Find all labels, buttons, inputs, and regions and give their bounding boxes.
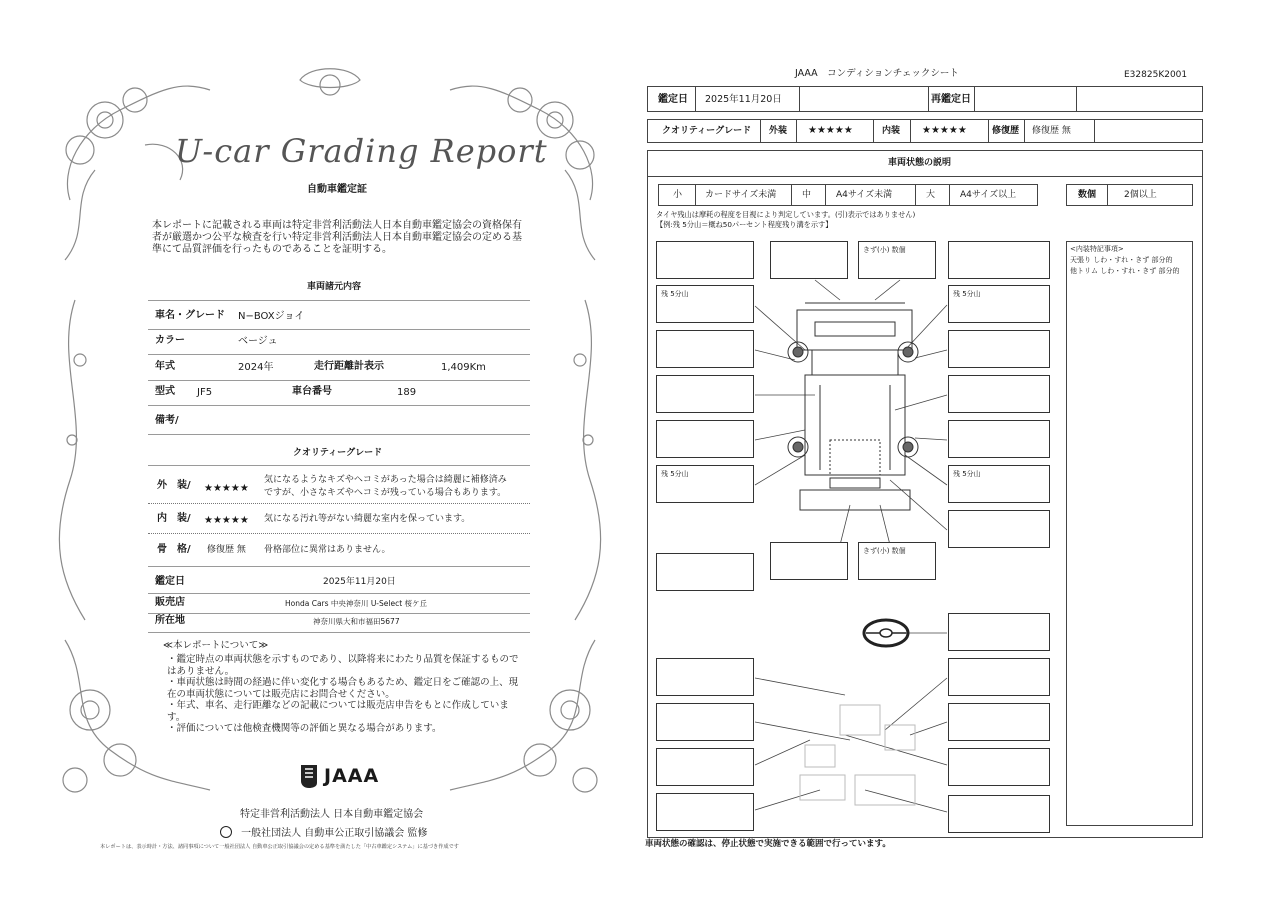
model-value: JF5: [197, 387, 213, 398]
interior-stars: ★★★★★: [204, 515, 249, 526]
top-scratch-label: きず(小) 数個: [863, 246, 906, 254]
sheet-code: E32825K2001: [1124, 70, 1188, 80]
year-value: 2024年: [238, 362, 274, 373]
interior-text: 気になる汚れ等がない綺麗な室内を保っています。: [264, 514, 471, 524]
dealer-value: Honda Cars 中央神奈川 U-Select 桜ケ丘: [285, 599, 428, 608]
repair-label: 修復歴: [992, 126, 1020, 136]
exterior-text-line2: ですが、小さなキズやヘコミが残っている場合もあります。: [264, 488, 507, 498]
tire-rl-label: 残 5分山: [661, 470, 689, 478]
tire-fl-label: 残 5分山: [661, 290, 689, 298]
diagram-box: [948, 420, 1050, 458]
org-line-2: [220, 821, 428, 839]
int-stars: ★★★★★: [922, 125, 967, 136]
diagram-box: [948, 375, 1050, 413]
diagram-box: [656, 330, 754, 368]
diagram-box-tire-fr: [948, 285, 1050, 323]
chassis-label: 車台番号: [292, 386, 332, 397]
car-name-value: N−BOXジョイ: [238, 311, 305, 322]
frame-value: 修復歴 無: [207, 545, 246, 555]
jaaa-logo-mark: [298, 763, 320, 789]
legend-small-desc: カードサイズ未満: [705, 190, 777, 200]
jaaa-logo-text: JAAA: [324, 765, 380, 787]
tire-rr-label: 残 5分山: [953, 470, 981, 478]
date-value: 2025年11月20日: [705, 94, 782, 105]
diagram-box-tire-fl: [656, 285, 754, 323]
diagram-box: [656, 553, 754, 591]
report-script-title: U-car Grading Report: [175, 132, 548, 170]
note-item: ・車両状態は時間の経過に伴い変化する場合もあるため、鑑定日をご確認の上、現在の車両状態については販売店にお問合せください。: [167, 677, 519, 700]
remarks-label: 備考/: [155, 415, 179, 426]
tire-fr-label: 残 5分山: [953, 290, 981, 298]
diagram-box-tire-rr: [948, 465, 1050, 503]
ext-label: 外装: [769, 126, 788, 136]
report-subtitle: 自動車鑑定証: [307, 184, 367, 195]
ext-stars: ★★★★★: [808, 125, 853, 136]
diagram-box-top-scratch: [858, 241, 936, 279]
date-label: 鑑定日: [658, 94, 688, 105]
appraisal-date-value: 2025年11月20日: [323, 577, 396, 587]
legend-mid: 中: [802, 190, 812, 200]
section-title: 車両状態の説明: [888, 158, 952, 168]
appraisal-date-label: 鑑定日: [155, 576, 185, 587]
address-label: 所在地: [155, 615, 185, 626]
diagram-box-tire-rl: [656, 465, 754, 503]
diagram-box: [656, 241, 754, 279]
bottom-scratch-label: きず(小) 数個: [863, 547, 906, 555]
org-line-1: 特定非営利活動法人 日本自動車鑑定協会: [240, 809, 424, 820]
count-value: 2個以上: [1124, 190, 1157, 200]
exterior-label: 外 装/: [157, 480, 191, 491]
diagram-box: [770, 241, 848, 279]
diagram-box: [948, 330, 1050, 368]
spec-heading: 車両諸元内容: [307, 282, 362, 292]
interior-note-2: 他トリム しわ・すれ・きず 部分的: [1070, 267, 1180, 275]
dealer-label: 販売店: [155, 597, 185, 608]
diagram-box: [656, 658, 754, 696]
legend-small: 小: [673, 190, 683, 200]
frame-text: 骨格部位に異常はありません。: [264, 545, 391, 555]
count-label: 数個: [1078, 190, 1097, 200]
note-item: ・年式、車名、走行距離などの記載については販売店申告をもとに作成しています。: [167, 700, 509, 723]
interior-label: 内 装/: [157, 513, 191, 524]
reappraisal-label: 再鑑定日: [931, 94, 971, 105]
note-item: ・鑑定時点の車両状態を示すものであり、以降将来にわたり品質を保証するものではありません。: [167, 654, 519, 677]
condition-check-sheet: [640, 0, 1280, 904]
jaaa-logo: [298, 763, 388, 789]
year-label: 年式: [155, 361, 175, 372]
address-value: 神奈川県大和市福田5677: [313, 617, 400, 626]
diagram-box: [656, 420, 754, 458]
legend-large-desc: A4サイズ以上: [960, 190, 1017, 200]
diagram-box: [948, 795, 1050, 833]
afta-icon: [220, 826, 232, 838]
diagram-box: [656, 375, 754, 413]
org-line-2-text: 一般社団法人 自動車公正取引協議会 監修: [241, 828, 428, 839]
diagram-box: [948, 613, 1050, 651]
color-label: カラー: [155, 335, 185, 346]
sheet-footer: 車両状態の確認は、停止状態で実施できる範囲で行っています。: [645, 839, 891, 849]
diagram-box-bottom-scratch: [858, 542, 936, 580]
floral-frame-decoration: [50, 60, 610, 860]
interior-notes-title: <内装特記事項>: [1070, 245, 1124, 253]
sheet-title: JAAA コンディションチェックシート: [795, 68, 959, 79]
certificate-intro-text: 本レポートに記載される車両は特定非営利活動法人日本自動車鑑定協会の資格保有者が厳選かつ公平な検査を行い特定非営利活動法人日本自動車鑑定協会の定める基準にて品質評価を行ったものであることを証明する。: [152, 220, 522, 255]
notes-title: ≪本レポートについて≫: [163, 640, 269, 651]
int-label: 内装: [882, 126, 901, 136]
legend-large: 大: [926, 190, 936, 200]
tire-note-2: 【例:残 5分山＝概ね50パーセント程度残り溝を示す】: [656, 220, 833, 229]
tire-note-1: タイヤ残山は摩耗の程度を目視により判定しています。(引)表示ではありません): [656, 210, 916, 219]
mileage-value: 1,409Km: [441, 362, 486, 373]
note-item: ・評価については他検査機関等の評価と異なる場合があります。: [167, 723, 442, 734]
chassis-value: 189: [397, 387, 417, 398]
exterior-text-line1: 気になるようなキズやヘコミがあった場合は綺麗に補修済み: [264, 475, 507, 485]
model-label: 型式: [155, 386, 175, 397]
diagram-box: [656, 793, 754, 831]
diagram-box: [656, 703, 754, 741]
diagram-box: [656, 748, 754, 786]
grade-label: クオリティーグレード: [662, 126, 752, 136]
diagram-box: [948, 658, 1050, 696]
exterior-stars: ★★★★★: [204, 483, 249, 494]
legend-mid-desc: A4サイズ未満: [836, 190, 893, 200]
diagram-box: [948, 510, 1050, 548]
mileage-label: 走行距離計表示: [314, 361, 384, 372]
steering-wheel-icon: [864, 620, 908, 646]
frame-label: 骨 格/: [157, 544, 191, 555]
color-value: ベージュ: [238, 336, 278, 347]
quality-heading: クオリティーグレード: [293, 448, 383, 458]
diagram-box: [948, 748, 1050, 786]
diagram-box: [770, 542, 848, 580]
repair-value: 修復歴 無: [1032, 126, 1071, 136]
diagram-box: [948, 703, 1050, 741]
left-footer-note: 本レポートは、表示時計・方法、諸同事項について一般社団法人 自動車公正取引協議会の定める基準を満たした「中古車鑑定システム」に基づき作成です: [100, 844, 459, 850]
car-name-label: 車名・グレード: [155, 310, 225, 321]
interior-note-1: 天張り しわ・すれ・きず 部分的: [1070, 256, 1173, 264]
diagram-box: [948, 241, 1050, 279]
notes-list: [167, 654, 522, 735]
